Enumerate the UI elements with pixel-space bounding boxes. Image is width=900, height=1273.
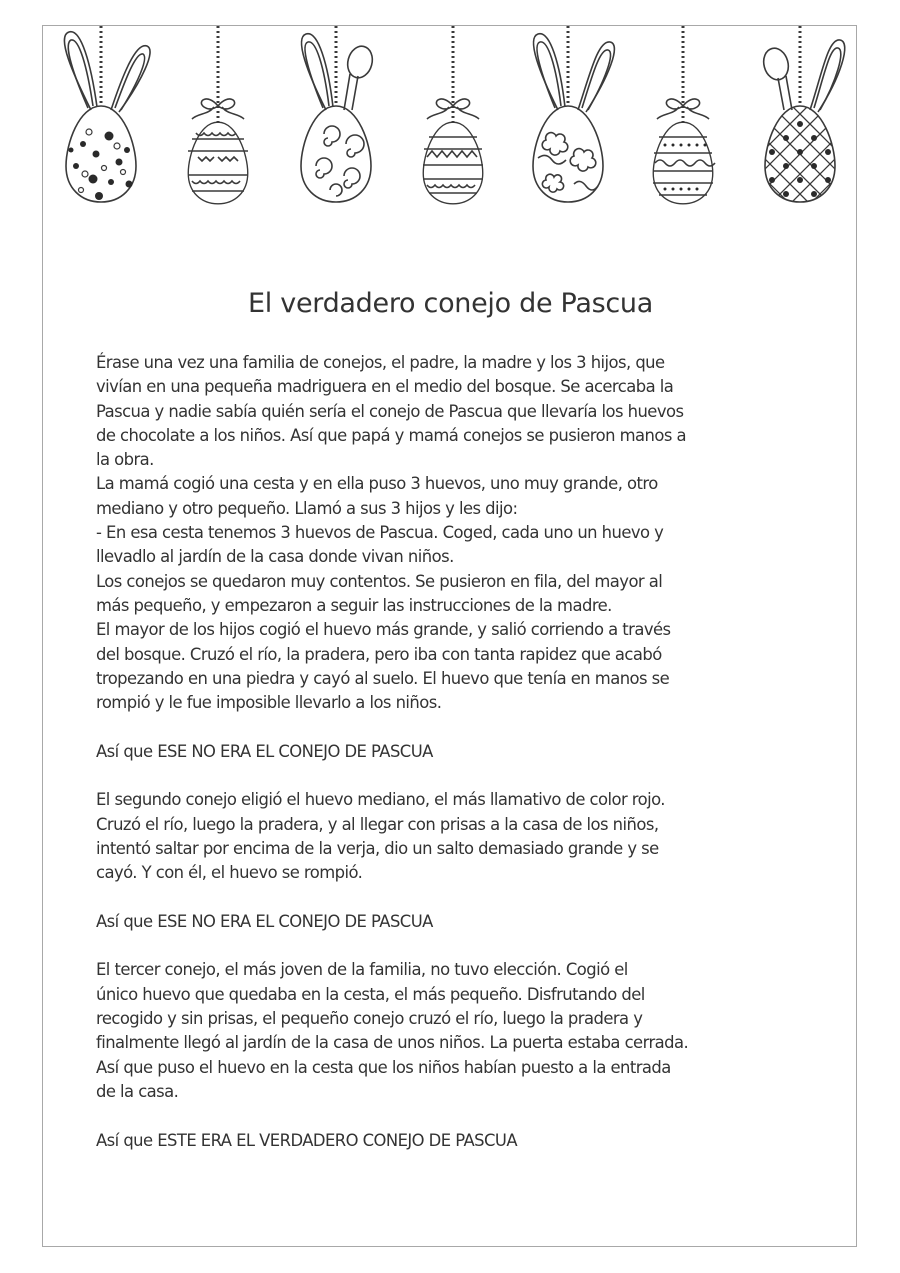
text-line: de la casa.	[96, 1081, 179, 1101]
refrain-final: Así que ESTE ERA EL VERDADERO CONEJO DE PASCUA	[96, 1130, 518, 1150]
story-title: El verdadero conejo de Pascua	[248, 288, 653, 319]
paragraph-spacer	[96, 934, 816, 958]
text-line: de chocolate a los niños. Así que papá y mamá conejos se pusieron manos a	[96, 425, 686, 445]
egg-flowers-ears-icon	[533, 26, 614, 202]
text-line: mediano y otro pequeño. Llamó a sus 3 hijos y les dijo:	[96, 498, 518, 518]
refrain-first: Así que ESE NO ERA EL CONEJO DE PASCUA	[96, 741, 433, 761]
egg-flowers-bow-icon	[188, 26, 248, 204]
text-line: llevadlo al jardín de la casa donde vivan niños.	[96, 547, 454, 567]
text-line: Los conejos se quedaron muy contentos. Se pusieron en fila, del mayor al	[96, 571, 663, 591]
text-line: El mayor de los hijos cogió el huevo más grande, y salió corriendo a través	[96, 620, 671, 640]
paragraph-spacer	[96, 715, 816, 739]
egg-lattice-hearts-icon	[740, 26, 858, 226]
egg-swirls-icon	[301, 26, 376, 202]
paragraph-second-rabbit	[96, 788, 816, 885]
text-line: Cruzó el río, luego la pradera, y al llegar con prisas a la casa de los niños,	[96, 814, 659, 834]
text-line: único huevo que quedaba en la cesta, el más pequeño. Disfrutando del	[96, 984, 645, 1004]
egg-waves-bow-icon	[653, 26, 715, 204]
paragraph-spacer	[96, 886, 816, 910]
text-line: Érase una vez una familia de conejos, el padre, la madre y los 3 hijos, que	[96, 353, 665, 372]
page-frame	[42, 25, 857, 1247]
egg-zigzag-bow-icon	[423, 26, 483, 204]
text-line: La mamá cogió una cesta y en ella puso 3 huevos, uno muy grande, otro	[96, 474, 658, 494]
paragraph-third-rabbit	[96, 958, 816, 1104]
text-line: del bosque. Cruzó el río, la pradera, pero iba con tanta rapidez que acabó	[96, 644, 662, 664]
egg-polka-dot-icon	[64, 26, 150, 202]
refrain-second: Así que ESE NO ERA EL CONEJO DE PASCUA	[96, 911, 433, 931]
paragraph-intro	[96, 351, 816, 715]
text-line: rompió y le fue imposible llevarlo a los niños.	[96, 693, 442, 713]
easter-egg-banner	[43, 26, 858, 226]
text-line: El tercer conejo, el más joven de la familia, no tuvo elección. Cogió el	[96, 960, 628, 980]
text-line: recogido y sin prisas, el pequeño conejo cruzó el río, luego la pradera y	[96, 1009, 643, 1029]
text-line: Pascua y nadie sabía quién sería el conejo de Pascua que llevaría los huevos	[96, 401, 684, 421]
text-line: Así que puso el huevo en la cesta que los niños habían puesto a la entrada	[96, 1057, 671, 1077]
story-body	[96, 351, 816, 1153]
text-line: finalmente llegó al jardín de la casa de unos niños. La puerta estaba cerrada.	[96, 1033, 689, 1053]
paragraph-spacer	[96, 1104, 816, 1128]
text-line: más pequeño, y empezaron a seguir las instrucciones de la madre.	[96, 595, 612, 615]
text-line: El segundo conejo eligió el huevo mediano, el más llamativo de color rojo.	[96, 790, 665, 810]
text-line: vivían en una pequeña madriguera en el medio del bosque. Se acercaba la	[96, 377, 674, 397]
text-line: intentó saltar por encima de la verja, dio un salto demasiado grande y se	[96, 838, 659, 858]
text-line: cayó. Y con él, el huevo se rompió.	[96, 863, 363, 883]
text-line: - En esa cesta tenemos 3 huevos de Pascua. Coged, cada uno un huevo y	[96, 523, 664, 543]
text-line: la obra.	[96, 450, 154, 470]
paragraph-spacer	[96, 764, 816, 788]
text-line: tropezando en una piedra y cayó al suelo. El huevo que tenía en manos se	[96, 668, 670, 688]
